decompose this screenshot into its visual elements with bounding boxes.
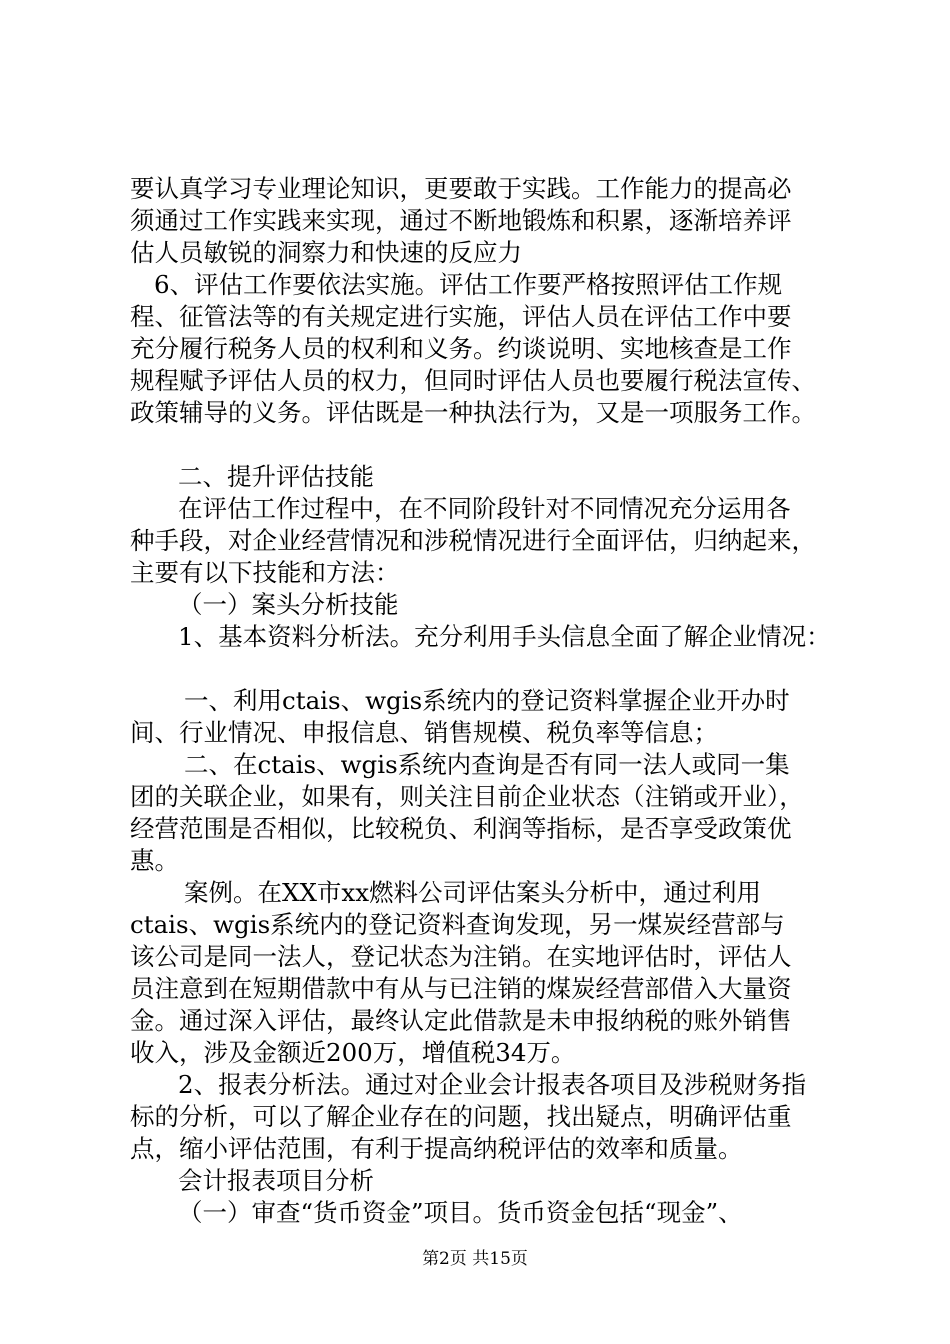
text-line: 要认真学习专业理论知识，更要敢于实践。工作能力的提高必 [130, 174, 792, 203]
text-line: 估人员敏锐的洞察力和快速的反应力 [130, 238, 522, 267]
subsection-heading: （一）案头分析技能 [178, 590, 399, 619]
text-line: 规程赋予评估人员的权力，但同时评估人员也要履行税法宣传、 [130, 366, 816, 395]
text-line: （一）审查“货币资金”项目。货币资金包括“现金”、 [178, 1198, 743, 1227]
text-line: 充分履行税务人员的权利和义务。约谈说明、实地核查是工作 [130, 334, 792, 363]
text-line: 二、在ctais、wgis系统内查询是否有同一法人或同一集 [184, 750, 790, 779]
text-line: 员注意到在短期借款中有从与已注销的煤炭经营部借入大量资 [130, 974, 792, 1003]
text-line: 金。通过深入评估，最终认定此借款是未申报纳税的账外销售 [130, 1006, 792, 1035]
text-line: 主要有以下技能和方法： [130, 558, 400, 587]
text-line: 一、利用ctais、wgis系统内的登记资料掌握企业开办时 [184, 686, 790, 715]
text-line: 1、基本资料分析法。充分利用手头信息全面了解企业情况： [178, 622, 831, 651]
text-line: 点，缩小评估范围，有利于提高纳税评估的效率和质量。 [130, 1134, 743, 1163]
text-line: 种手段，对企业经营情况和涉税情况进行全面评估，归纳起来， [130, 526, 816, 555]
text-line: ctais、wgis系统内的登记资料查询发现，另一煤炭经营部与 [130, 910, 785, 939]
text-line: 须通过工作实践来实现，通过不断地锻炼和积累，逐渐培养评 [130, 206, 792, 235]
page-footer: 第2页 共15页 [422, 1249, 528, 1269]
text-line: 标的分析，可以了解企业存在的问题，找出疑点，明确评估重 [130, 1102, 792, 1131]
text-line: 政策辅导的义务。评估既是一种执法行为，又是一项服务工作。 [130, 398, 816, 427]
text-line: 惠。 [130, 846, 179, 875]
text-line: 在评估工作过程中，在不同阶段针对不同情况充分运用各 [178, 494, 791, 523]
text-line: 案例。在XX市xx燃料公司评估案头分析中，通过利用 [184, 878, 762, 907]
text-line: 6、评估工作要依法实施。评估工作要严格按照评估工作规 [154, 270, 783, 299]
text-line: 收入，涉及金额近200万，增值税34万。 [130, 1038, 576, 1067]
text-line: 程、征管法等的有关规定进行实施，评估人员在评估工作中要 [130, 302, 792, 331]
paragraph-gap [130, 653, 830, 685]
section-heading: 二、提升评估技能 [178, 462, 374, 491]
text-line: 会计报表项目分析 [178, 1166, 374, 1195]
text-line: 团的关联企业，如果有，则关注目前企业状态（注销或开业）， [130, 782, 804, 811]
text-line: 2、报表分析法。通过对企业会计报表各项目及涉税财务指 [178, 1070, 807, 1099]
text-line: 经营范围是否相似，比较税负、利润等指标，是否享受政策优 [130, 814, 792, 843]
paragraph-gap [130, 429, 830, 461]
text-line: 间、行业情况、申报信息、销售规模、税负率等信息； [130, 718, 718, 747]
text-line: 该公司是同一法人，登记状态为注销。在实地评估时，评估人 [130, 942, 792, 971]
document-body [130, 173, 830, 1229]
